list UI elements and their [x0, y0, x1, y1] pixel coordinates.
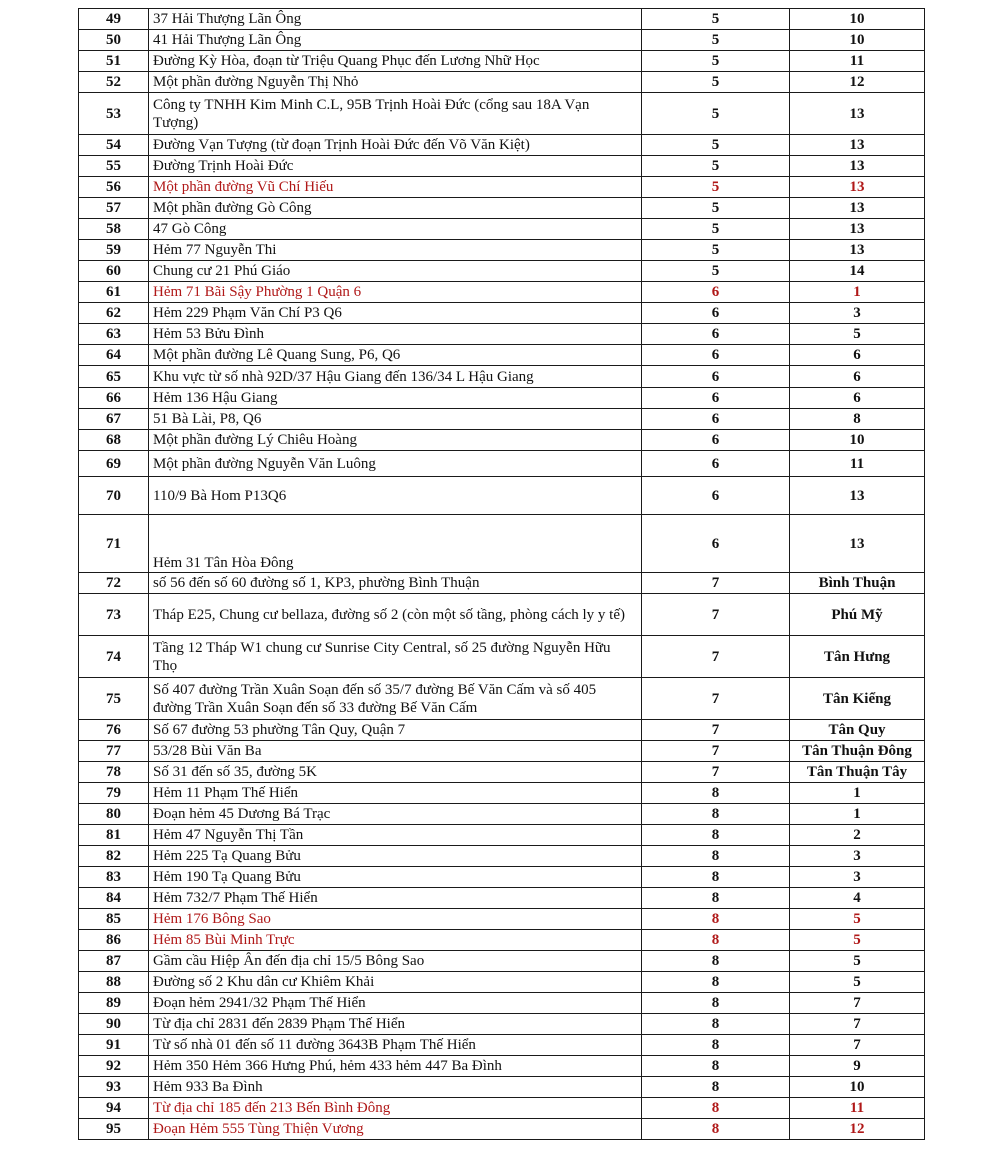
row-number: 70 — [79, 477, 149, 515]
address-cell: Đoạn hẻm 45 Dương Bá Trạc — [149, 804, 642, 825]
table-row — [79, 909, 925, 930]
address-cell: Hẻm 71 Bãi Sậy Phường 1 Quận 6 — [149, 282, 642, 303]
ward-cell: 1 — [790, 804, 925, 825]
row-number: 88 — [79, 972, 149, 993]
ward-cell: 9 — [790, 1056, 925, 1077]
row-number: 76 — [79, 720, 149, 741]
row-number: 58 — [79, 219, 149, 240]
row-number: 89 — [79, 993, 149, 1014]
table-row — [79, 451, 925, 477]
table-row — [79, 993, 925, 1014]
ward-cell: 10 — [790, 9, 925, 30]
table-row — [79, 594, 925, 636]
row-number: 56 — [79, 177, 149, 198]
district-cell: 6 — [642, 345, 790, 366]
row-number: 87 — [79, 951, 149, 972]
row-number: 64 — [79, 345, 149, 366]
table-row — [79, 30, 925, 51]
district-cell: 7 — [642, 762, 790, 783]
row-number: 80 — [79, 804, 149, 825]
row-number: 52 — [79, 72, 149, 93]
ward-cell: 12 — [790, 72, 925, 93]
district-cell: 8 — [642, 804, 790, 825]
district-cell: 8 — [642, 1119, 790, 1140]
address-cell: Đường Trịnh Hoài Đức — [149, 156, 642, 177]
district-cell: 8 — [642, 1014, 790, 1035]
ward-cell: 11 — [790, 51, 925, 72]
table-row — [79, 825, 925, 846]
table-row — [79, 409, 925, 430]
district-cell: 5 — [642, 240, 790, 261]
row-number: 73 — [79, 594, 149, 636]
table-row — [79, 1098, 925, 1119]
table-row — [79, 261, 925, 282]
table-row — [79, 636, 925, 678]
address-cell: Hẻm 350 Hẻm 366 Hưng Phú, hẻm 433 hẻm 447 Ba Đình — [149, 1056, 642, 1077]
ward-cell: 10 — [790, 1077, 925, 1098]
address-cell: Hẻm 136 Hậu Giang — [149, 388, 642, 409]
ward-cell: 5 — [790, 909, 925, 930]
row-number: 60 — [79, 261, 149, 282]
ward-cell: 10 — [790, 30, 925, 51]
table-row — [79, 1014, 925, 1035]
district-cell: 5 — [642, 219, 790, 240]
district-cell: 8 — [642, 846, 790, 867]
table-row — [79, 388, 925, 409]
ward-cell: 6 — [790, 345, 925, 366]
table-row — [79, 219, 925, 240]
address-cell: Hẻm 732/7 Phạm Thế Hiển — [149, 888, 642, 909]
address-cell: Một phần đường Vũ Chí Hiếu — [149, 177, 642, 198]
ward-cell: 13 — [790, 156, 925, 177]
address-cell: 41 Hải Thượng Lãn Ông — [149, 30, 642, 51]
address-cell: Một phần đường Nguyễn Văn Luông — [149, 451, 642, 477]
address-cell: Hẻm 77 Nguyễn Thi — [149, 240, 642, 261]
district-cell: 7 — [642, 678, 790, 720]
district-cell: 8 — [642, 825, 790, 846]
ward-cell: 3 — [790, 846, 925, 867]
ward-cell: 10 — [790, 430, 925, 451]
district-cell: 6 — [642, 409, 790, 430]
ward-cell: 13 — [790, 219, 925, 240]
table-row — [79, 240, 925, 261]
row-number: 74 — [79, 636, 149, 678]
district-cell: 6 — [642, 282, 790, 303]
table-row — [79, 51, 925, 72]
row-number: 72 — [79, 573, 149, 594]
table-row — [79, 93, 925, 135]
ward-cell: 5 — [790, 930, 925, 951]
row-number: 63 — [79, 324, 149, 345]
table-row — [79, 9, 925, 30]
district-cell: 8 — [642, 972, 790, 993]
row-number: 55 — [79, 156, 149, 177]
table-row — [79, 430, 925, 451]
address-cell: Số 67 đường 53 phường Tân Quy, Quận 7 — [149, 720, 642, 741]
row-number: 75 — [79, 678, 149, 720]
district-cell: 6 — [642, 515, 790, 573]
ward-cell: 1 — [790, 282, 925, 303]
table-row — [79, 1056, 925, 1077]
address-cell: 51 Bà Lài, P8, Q6 — [149, 409, 642, 430]
row-number: 65 — [79, 366, 149, 388]
ward-cell: 7 — [790, 1014, 925, 1035]
ward-cell: 6 — [790, 366, 925, 388]
district-cell: 6 — [642, 451, 790, 477]
address-cell: Hẻm 176 Bông Sao — [149, 909, 642, 930]
row-number: 95 — [79, 1119, 149, 1140]
row-number: 53 — [79, 93, 149, 135]
address-cell: Tháp E25, Chung cư bellaza, đường số 2 (còn một số tầng, phòng cách ly y tế) — [149, 594, 642, 636]
address-cell: Hẻm 933 Ba Đình — [149, 1077, 642, 1098]
address-cell: Hẻm 53 Bửu Đình — [149, 324, 642, 345]
district-cell: 8 — [642, 867, 790, 888]
address-cell: Hẻm 47 Nguyễn Thị Tần — [149, 825, 642, 846]
table-row — [79, 1035, 925, 1056]
ward-cell: 14 — [790, 261, 925, 282]
row-number: 93 — [79, 1077, 149, 1098]
table-row — [79, 303, 925, 324]
row-number: 84 — [79, 888, 149, 909]
address-cell: Một phần đường Lê Quang Sung, P6, Q6 — [149, 345, 642, 366]
ward-cell: 1 — [790, 783, 925, 804]
ward-cell: Bình Thuận — [790, 573, 925, 594]
address-cell: Hẻm 225 Tạ Quang Bửu — [149, 846, 642, 867]
district-cell: 8 — [642, 1056, 790, 1077]
row-number: 94 — [79, 1098, 149, 1119]
table-row — [79, 177, 925, 198]
address-cell: Từ số nhà 01 đến số 11 đường 3643B Phạm Thế Hiển — [149, 1035, 642, 1056]
address-cell: 37 Hải Thượng Lãn Ông — [149, 9, 642, 30]
address-cell: Khu vực từ số nhà 92D/37 Hậu Giang đến 136/34 L Hậu Giang — [149, 366, 642, 388]
ward-cell: Tân Kiểng — [790, 678, 925, 720]
district-cell: 6 — [642, 324, 790, 345]
row-number: 66 — [79, 388, 149, 409]
address-cell: Đường số 2 Khu dân cư Khiêm Khải — [149, 972, 642, 993]
address-cell: Một phần đường Nguyễn Thị Nhỏ — [149, 72, 642, 93]
ward-cell: Tân Thuận Tây — [790, 762, 925, 783]
ward-cell: 13 — [790, 135, 925, 156]
address-cell: Công ty TNHH Kim Minh C.L, 95B Trịnh Hoài Đức (cổng sau 18A Vạn Tượng) — [149, 93, 642, 135]
table-row — [79, 135, 925, 156]
address-cell: 110/9 Bà Hom P13Q6 — [149, 477, 642, 515]
address-cell: Một phần đường Gò Công — [149, 198, 642, 219]
address-cell: Hẻm 229 Phạm Văn Chí P3 Q6 — [149, 303, 642, 324]
table-row — [79, 846, 925, 867]
table-row — [79, 477, 925, 515]
table-row — [79, 1077, 925, 1098]
ward-cell: Tân Quy — [790, 720, 925, 741]
row-number: 83 — [79, 867, 149, 888]
ward-cell: 12 — [790, 1119, 925, 1140]
district-cell: 6 — [642, 430, 790, 451]
ward-cell: 5 — [790, 972, 925, 993]
table-row — [79, 366, 925, 388]
ward-cell: 7 — [790, 993, 925, 1014]
row-number: 69 — [79, 451, 149, 477]
row-number: 50 — [79, 30, 149, 51]
table-row — [79, 804, 925, 825]
row-number: 79 — [79, 783, 149, 804]
district-cell: 7 — [642, 720, 790, 741]
address-cell: 53/28 Bùi Văn Ba — [149, 741, 642, 762]
row-number: 68 — [79, 430, 149, 451]
district-cell: 5 — [642, 72, 790, 93]
row-number: 54 — [79, 135, 149, 156]
table-body — [79, 9, 925, 1140]
ward-cell: 8 — [790, 409, 925, 430]
district-cell: 5 — [642, 30, 790, 51]
address-cell: Số 31 đến số 35, đường 5K — [149, 762, 642, 783]
row-number: 78 — [79, 762, 149, 783]
district-cell: 6 — [642, 303, 790, 324]
table-row — [79, 282, 925, 303]
row-number: 85 — [79, 909, 149, 930]
district-cell: 8 — [642, 783, 790, 804]
table-row — [79, 72, 925, 93]
address-cell: số 56 đến số 60 đường số 1, KP3, phường Bình Thuận — [149, 573, 642, 594]
address-cell: Từ địa chỉ 2831 đến 2839 Phạm Thế Hiển — [149, 1014, 642, 1035]
district-cell: 8 — [642, 888, 790, 909]
district-cell: 8 — [642, 909, 790, 930]
table-row — [79, 324, 925, 345]
district-cell: 7 — [642, 636, 790, 678]
row-number: 67 — [79, 409, 149, 430]
table-row — [79, 972, 925, 993]
ward-cell: 13 — [790, 477, 925, 515]
address-cell: Hẻm 11 Phạm Thế Hiển — [149, 783, 642, 804]
district-cell: 8 — [642, 1098, 790, 1119]
table-row — [79, 867, 925, 888]
row-number: 59 — [79, 240, 149, 261]
ward-cell: 3 — [790, 303, 925, 324]
district-cell: 5 — [642, 51, 790, 72]
address-cell: Số 407 đường Trần Xuân Soạn đến số 35/7 đường Bế Văn Cấm và số 405 đường Trần Xuân Soạn đến số 33 đường Bế Văn Cấm — [149, 678, 642, 720]
address-cell: Đoạn Hẻm 555 Tùng Thiện Vương — [149, 1119, 642, 1140]
table-row — [79, 1119, 925, 1140]
address-cell: Tầng 12 Tháp W1 chung cư Sunrise City Central, số 25 đường Nguyễn Hữu Thọ — [149, 636, 642, 678]
row-number: 81 — [79, 825, 149, 846]
table-row — [79, 762, 925, 783]
district-cell: 7 — [642, 741, 790, 762]
table-row — [79, 783, 925, 804]
ward-cell: 7 — [790, 1035, 925, 1056]
district-cell: 5 — [642, 93, 790, 135]
district-cell: 5 — [642, 156, 790, 177]
ward-cell: 13 — [790, 515, 925, 573]
district-cell: 5 — [642, 135, 790, 156]
ward-cell: 2 — [790, 825, 925, 846]
row-number: 86 — [79, 930, 149, 951]
address-cell: Đoạn hẻm 2941/32 Phạm Thế Hiển — [149, 993, 642, 1014]
address-cell: Gầm cầu Hiệp Ân đến địa chỉ 15/5 Bông Sao — [149, 951, 642, 972]
address-cell: Một phần đường Lý Chiêu Hoàng — [149, 430, 642, 451]
ward-cell: 5 — [790, 951, 925, 972]
ward-cell: 13 — [790, 198, 925, 219]
district-cell: 6 — [642, 388, 790, 409]
address-cell: Hẻm 31 Tân Hòa Đông — [149, 515, 642, 573]
district-cell: 8 — [642, 993, 790, 1014]
district-cell: 8 — [642, 1077, 790, 1098]
row-number: 51 — [79, 51, 149, 72]
ward-cell: 13 — [790, 240, 925, 261]
row-number: 90 — [79, 1014, 149, 1035]
address-cell: Từ địa chỉ 185 đến 213 Bến Bình Đông — [149, 1098, 642, 1119]
ward-cell: 11 — [790, 451, 925, 477]
address-cell: Đường Kỳ Hòa, đoạn từ Triệu Quang Phục đến Lương Nhữ Học — [149, 51, 642, 72]
ward-cell: Tân Hưng — [790, 636, 925, 678]
table-row — [79, 741, 925, 762]
address-cell: Hẻm 190 Tạ Quang Bửu — [149, 867, 642, 888]
ward-cell: Phú Mỹ — [790, 594, 925, 636]
table-row — [79, 198, 925, 219]
row-number: 71 — [79, 515, 149, 573]
ward-cell: 5 — [790, 324, 925, 345]
address-cell: Đường Vạn Tượng (từ đoạn Trịnh Hoài Đức đến Võ Văn Kiệt) — [149, 135, 642, 156]
row-number: 57 — [79, 198, 149, 219]
row-number: 82 — [79, 846, 149, 867]
table-row — [79, 951, 925, 972]
ward-cell: Tân Thuận Đông — [790, 741, 925, 762]
district-cell: 5 — [642, 261, 790, 282]
ward-cell: 3 — [790, 867, 925, 888]
district-cell: 6 — [642, 366, 790, 388]
table-row — [79, 515, 925, 573]
table-row — [79, 678, 925, 720]
table-row — [79, 156, 925, 177]
ward-cell: 4 — [790, 888, 925, 909]
address-cell: Chung cư 21 Phú Giáo — [149, 261, 642, 282]
table-row — [79, 345, 925, 366]
district-cell: 7 — [642, 573, 790, 594]
table-row — [79, 720, 925, 741]
row-number: 61 — [79, 282, 149, 303]
district-cell: 5 — [642, 9, 790, 30]
district-cell: 5 — [642, 198, 790, 219]
ward-cell: 11 — [790, 1098, 925, 1119]
district-cell: 5 — [642, 177, 790, 198]
table-row — [79, 930, 925, 951]
district-cell: 6 — [642, 477, 790, 515]
district-cell: 8 — [642, 930, 790, 951]
district-cell: 7 — [642, 594, 790, 636]
row-number: 49 — [79, 9, 149, 30]
row-number: 91 — [79, 1035, 149, 1056]
address-cell: Hẻm 85 Bùi Minh Trực — [149, 930, 642, 951]
table-row — [79, 888, 925, 909]
ward-cell: 13 — [790, 93, 925, 135]
row-number: 92 — [79, 1056, 149, 1077]
address-cell: 47 Gò Công — [149, 219, 642, 240]
district-cell: 8 — [642, 951, 790, 972]
row-number: 62 — [79, 303, 149, 324]
table-row — [79, 573, 925, 594]
ward-cell: 13 — [790, 177, 925, 198]
district-cell: 8 — [642, 1035, 790, 1056]
ward-cell: 6 — [790, 388, 925, 409]
lockdown-area-table — [78, 8, 925, 1140]
row-number: 77 — [79, 741, 149, 762]
